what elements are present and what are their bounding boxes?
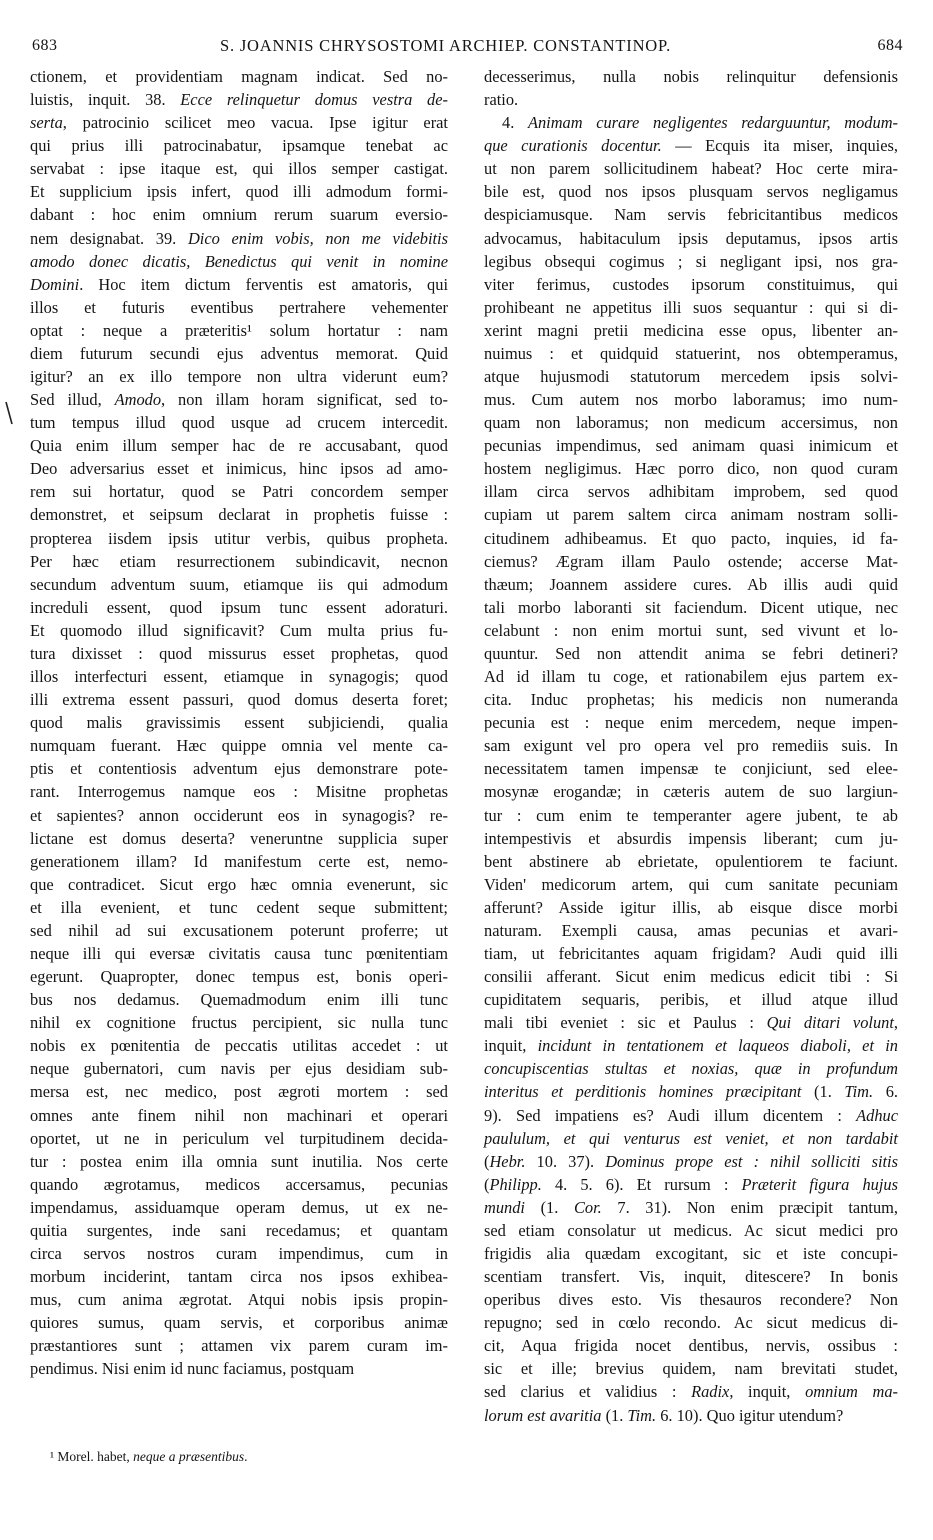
- text-line: ciemus? Ægram illam Paulo ostende; accerse Mat-: [484, 551, 898, 571]
- text-line: circa servos nostros curam impendimus, cum in: [30, 1243, 448, 1263]
- text-line: ctionem, et providentiam magnam indicat. Sed no-: [30, 67, 448, 86]
- text-line: rem sui hortatur, quod se Patri concordem semper: [30, 482, 448, 502]
- margin-mark: [4, 400, 14, 440]
- text-line: Ad id illam tu coge, et rationabilem ejus partem ex-: [484, 667, 898, 687]
- text-line: sed clarius et validius : Radix, inquit, omnium ma-: [484, 1382, 899, 1402]
- text-line: ratio.: [484, 90, 519, 110]
- text-line: pecunia est : neque enim mercedem, neque impen-: [484, 713, 898, 733]
- text-line: prohibeant ne appetitus illi suos sequantur : qui si di-: [484, 297, 898, 317]
- text-line: mali tibi eveniet : sic et Paulus : Qui ditari volunt,: [484, 1013, 899, 1033]
- text-line: 4. Animam curare negligentes redarguuntur, modum-: [502, 113, 898, 133]
- text-line: secundum adventum suum, etiamque iis qui admodum: [30, 574, 448, 594]
- text-line: Domini. Hoc item dictum ferventis est amatoris, qui: [30, 274, 448, 294]
- text-line: qui prius illi patrocinabatur, ipsamque tenebat ac: [30, 136, 448, 156]
- text-line: que curationis docentur. — Ecquis ita miser, inquies,: [484, 136, 898, 156]
- text-line: mosynæ erogandæ; in cæteris autem de suo largiun-: [484, 782, 898, 802]
- text-line: concupiscentias stultas et noxias, quæ in profundum: [484, 1059, 898, 1079]
- text-line: mus, cum anima ægrotat. Atqui nobis ipsis propin-: [30, 1290, 448, 1310]
- text-line: igitur? an ex illo tempore non ultra viderunt eum?: [30, 367, 448, 387]
- text-line: xerint magni pretii medicina esse opus, libenter an-: [484, 320, 898, 340]
- text-line: præstantiores sunt ; attamen vix parem curam im-: [30, 1336, 448, 1356]
- text-line: tum tempus illud quod usque ad crucem intercedit.: [30, 413, 448, 433]
- text-line: sed nihil ad sui excusationem poterunt proferre; ut: [30, 920, 448, 940]
- text-line: quam non laboramus; non medicum accersimus, non: [484, 413, 898, 433]
- text-line: illos interfecturi essent, etiamque in synagogis; quod: [30, 667, 448, 687]
- text-line: Et quomodo illud significavit? Cum multa prius fu-: [30, 620, 448, 640]
- text-line: morbum inciderint, tantam circa nos ipsos exhibea-: [30, 1267, 448, 1287]
- right-text-column: [484, 65, 898, 1427]
- text-line: diem futurum secundi ejus adventus memorat. Quid: [30, 343, 448, 363]
- text-line: et illa evenient, et tunc cedent seque submittent;: [30, 897, 448, 917]
- text-line: bile est, quod nos ipsos plusquam servos negligamus: [484, 182, 898, 202]
- text-line: sed etiam consolatur ut medicus. Ac sicut medici pro: [484, 1220, 898, 1240]
- text-line: cupiam ut parem saltem circa animam nostram solli-: [484, 505, 898, 525]
- text-line: operibus dives esto. Vis thesauros recondere? Non: [484, 1290, 898, 1310]
- text-line: scentiam transfert. Vis, inquit, ditescere? In bonis: [484, 1267, 898, 1287]
- text-line: illi extrema essent passuri, quod domus deserta foret;: [30, 690, 448, 710]
- text-line: tur : cum enim te temperanter agere jubent, te ab: [484, 805, 898, 825]
- text-line: mersa est, nec medico, post ægroti mortem : sed: [30, 1082, 448, 1102]
- text-line: (Philipp. 4. 5. 6). Et rursum : Præterit figura hujus: [484, 1174, 898, 1194]
- text-line: lorum est avaritia (1. Tim. 6. 10). Quo igitur utendum?: [484, 1405, 844, 1425]
- text-line: mus. Cum autem nos morbo laboramus; imo num-: [484, 390, 898, 410]
- text-line: nobis ex pœnitentia de peccatis utilitas accedet : ut: [30, 1036, 448, 1056]
- text-line: sic et ille; brevius quidem, nam brevitati studet,: [484, 1359, 898, 1379]
- text-line: advocamus, habitaculum ipsis deputamus, ipsos artis: [484, 228, 898, 248]
- text-line: lictane est domus deserta? veneruntne supplicia super: [30, 828, 448, 848]
- text-line: celabunt : non enim mortui sunt, sed vivunt et lo-: [484, 620, 898, 640]
- text-line: necessitatem tamen impensæ te conjiciunt, sed elee-: [484, 759, 898, 779]
- text-line: tur : postea enim illa omnia sunt inutilia. Nos certe: [30, 1151, 448, 1171]
- text-line: sam exigunt vel pro opera vel pro remediis suis. In: [484, 736, 898, 756]
- text-line: Quia enim illum semper hac de re accusabant, quod: [30, 436, 448, 456]
- text-line: cupiditatem sequaris, peribis, et illud atque illud: [484, 990, 898, 1010]
- text-line: atque hujusmodi statutorum mercedem ipsis solvi-: [484, 367, 898, 387]
- text-line: cita. Induc prophetas; his medicis non numeranda: [484, 690, 898, 710]
- text-line: tiam, ut febricitantes aquam frigidam? Audi quid illi: [484, 943, 898, 963]
- text-line: oportet, ut ne in periculum vel turpitudinem decida-: [30, 1128, 448, 1148]
- text-line: pecunias impendimus, sed animam quasi inimicum et: [484, 436, 898, 456]
- text-line: consilii afferant. Sicut enim medicus edicit tibi : Si: [484, 967, 898, 987]
- text-line: dabant : hoc enim omnium rerum suarum eversio-: [30, 205, 448, 225]
- text-line: omnes ante finem nihil non machinari et operari: [30, 1105, 448, 1125]
- text-line: quiores sumus, quam servis, et corporibus animæ: [30, 1313, 448, 1333]
- text-line: intempestivis et absurdis impensis liberant; cum ju-: [484, 828, 898, 848]
- text-line: illos et futuris eventibus pertrahere vehementer: [30, 297, 448, 317]
- text-line: viter ferimus, custodes ipsorum constituimus, qui: [484, 274, 898, 294]
- text-line: paululum, et qui venturus est veniet, et non tardabit: [484, 1128, 898, 1148]
- text-line: propterea iisdem ipsis utitur verbis, quibus propheta.: [30, 528, 448, 548]
- text-line: nuimus : et quidquid statuerint, nos obtemperamus,: [484, 343, 898, 363]
- text-line: tali morbo laboranti sit faciendum. Dicent utique, nec: [484, 597, 898, 617]
- text-line: legibus obsequi cogimus ; si negligant ipsi, nos gra-: [484, 251, 898, 271]
- text-line: optat : neque a præteritis¹ solum hortatur : nam: [30, 320, 448, 340]
- text-line: citudinem adhibeamus. Et quo pacto, inquies, id fa-: [484, 528, 898, 548]
- text-line: neque illi qui eversæ civitatis causa tunc pœnitentiam: [30, 943, 448, 963]
- text-line: tura dixisset : quod missurus esset prophetas, quod: [30, 643, 448, 663]
- text-line: quod malis gravissimis essent subjiciendi, qualia: [30, 713, 448, 733]
- text-line: (Hebr. 10. 37). Dominus prope est : nihil solliciti sitis: [484, 1151, 898, 1171]
- text-line: Sed illud, Amodo, non illam horam significat, sed to-: [30, 390, 448, 410]
- text-line: decesserimus, nulla nobis relinquitur defensionis: [484, 67, 898, 86]
- text-line: quuntur. Sed non attendit anima se febri detineri?: [484, 643, 898, 663]
- text-line: servabat : ipse itaque est, qui illos semper castigat.: [30, 159, 448, 179]
- text-line: neque gubernatori, cum navis per ejus desidiam sub-: [30, 1059, 448, 1079]
- text-line: despiciamusque. Nam servis febricitantibus medicos: [484, 205, 898, 225]
- text-line: thæum; Joannem assidere cures. Ab illis audi quid: [484, 574, 898, 594]
- text-line: inquit, incidunt in tentationem et laqueos diaboli, et in: [484, 1036, 898, 1056]
- text-line: nihil ex cognitione fructus percipient, sic nulla tunc: [30, 1013, 448, 1033]
- running-title: S. JOANNIS CHRYSOSTOMI ARCHIEP. CONSTANTINOP.: [220, 36, 672, 55]
- footnote: ¹ Morel. habet, neque a præsentibus.: [50, 1449, 248, 1464]
- text-line: hostem negligimus. Hæc porro dico, non quod curam: [484, 459, 898, 479]
- text-line: demonstret, et seipsum declarat in prophetis fuisse :: [30, 505, 448, 525]
- text-line: serta, patrocinio scilicet meo vacua. Ipse igitur erat: [30, 113, 448, 133]
- text-line: bus nos dedamus. Quemadmodum enim illi tunc: [30, 990, 448, 1010]
- text-line: mundi (1. Cor. 7. 31). Non enim præcipit tantum,: [484, 1197, 898, 1217]
- text-line: nem designabat. 39. Dico enim vobis, non me videbitis: [30, 228, 448, 248]
- left-text-column: [30, 65, 448, 1380]
- text-line: cit, Aqua frigida nocet dentibus, nervis, ossibus :: [484, 1336, 898, 1356]
- text-line: numquam fuerant. Hæc quippe omnia vel mente ca-: [30, 736, 448, 756]
- text-line: illam circa servos adhibitam improbem, sed quod: [484, 482, 898, 502]
- page-number-left: 683: [32, 37, 58, 54]
- text-line: frigidis alia quædam excogitant, sic et iste concupi-: [484, 1243, 898, 1263]
- page-number-right: 684: [877, 37, 903, 54]
- text-line: Viden' medicorum artem, qui cum sanitate pecuniam: [484, 874, 898, 894]
- text-line: naturam. Exempli causa, amas pecunias et avari-: [484, 920, 898, 940]
- text-line: Deo adversarius esset et inimicus, hinc ipsos ad amo-: [30, 459, 448, 479]
- text-line: luistis, inquit. 38. Ecce relinquetur domus vestra de-: [30, 90, 448, 110]
- text-line: quando ægrotamus, medicos accersamus, pecunias: [30, 1174, 448, 1194]
- text-line: repugno; sed in cœlo recondo. Ac sicut medicus di-: [484, 1313, 898, 1333]
- text-line: Et supplicium ipsis infert, quod illi admodum formi-: [30, 182, 448, 202]
- text-line: Per hæc etiam resurrectionem subindicavit, necnon: [30, 551, 448, 571]
- text-line: afferunt? Asside igitur illis, ab eisque disce morbi: [484, 897, 898, 917]
- text-line: ut non parem sollicitudinem habeat? Hoc certe mira-: [484, 159, 898, 179]
- text-line: egerunt. Quapropter, donec tempus est, bonis operi-: [30, 967, 448, 987]
- text-line: 9). Sed impatiens es? Audi illum dicentem : Adhuc: [484, 1105, 898, 1125]
- text-line: quitia surgentes, inde sani recedamus; et quantam: [30, 1220, 448, 1240]
- text-line: bent abstinere ab ebrietate, opulentiorem te faciunt.: [484, 851, 898, 871]
- text-line: pendimus. Nisi enim id nunc faciamus, postquam: [30, 1359, 355, 1379]
- text-line: amodo donec dicatis, Benedictus qui venit in nomine: [30, 251, 448, 271]
- text-line: impendamus, assiduamque operam demus, ut ex ne-: [30, 1197, 448, 1217]
- text-line: que contradicet. Sicut ergo hæc omnia evenerunt, sic: [30, 874, 448, 894]
- text-line: et sapientes? annon occiderunt eos in synagogis? re-: [30, 805, 448, 825]
- text-line: interitus et perditionis homines præcipitant (1. Tim. 6.: [484, 1082, 898, 1102]
- text-line: rant. Interrogemus namque eos : Misitne prophetas: [30, 782, 448, 802]
- text-line: generationem illam? Id manifestum certe est, nemo-: [30, 851, 448, 871]
- text-line: ptis et contentiosis adventum ejus demonstrare pote-: [30, 759, 448, 779]
- text-line: increduli essent, quod ipsum tunc essent adoraturi.: [30, 597, 448, 617]
